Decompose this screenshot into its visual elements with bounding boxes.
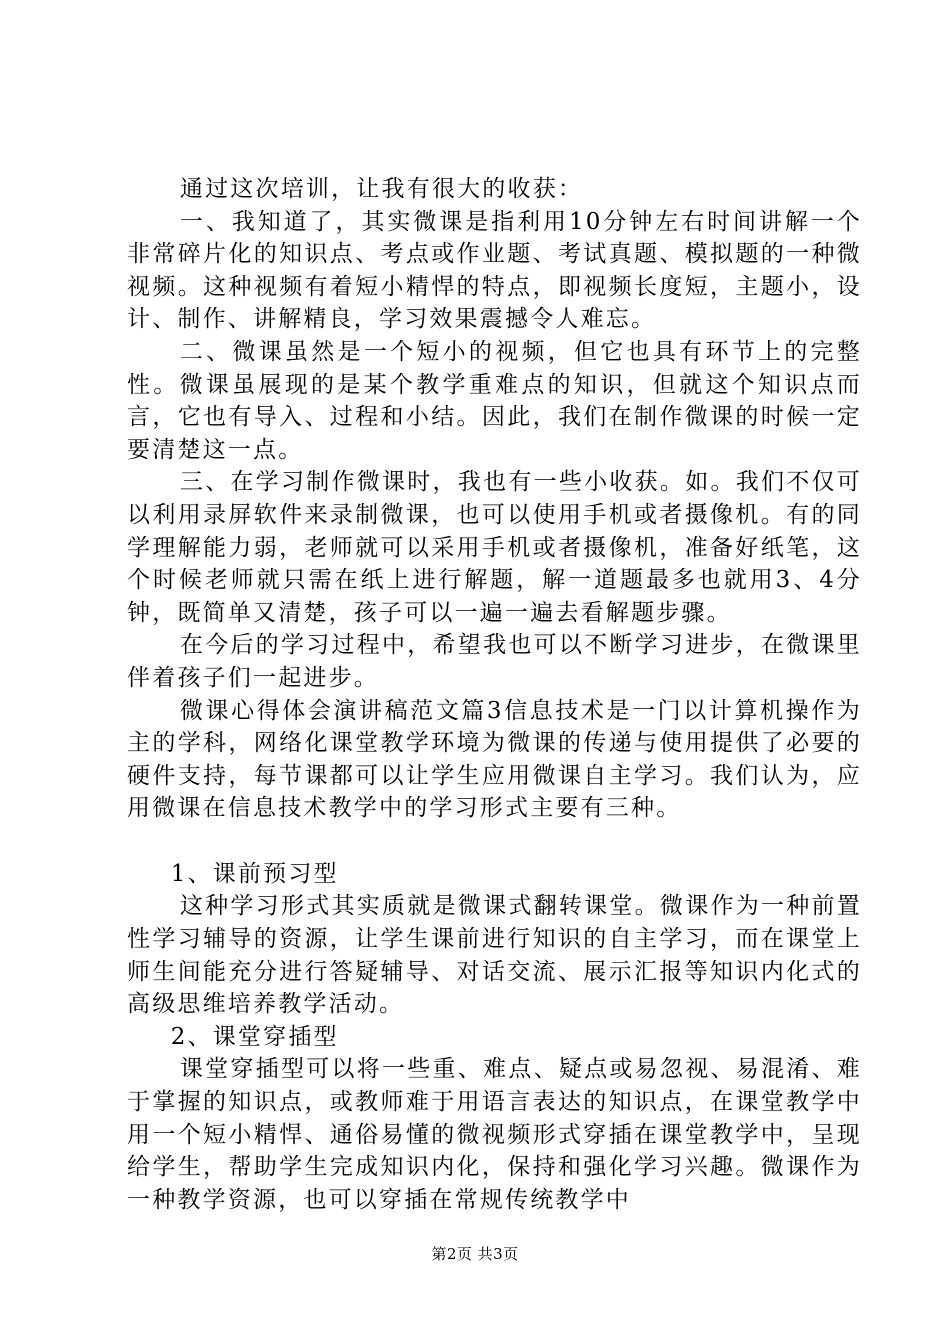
preview-paragraph: 这种学习形式其实质就是微课式翻转课堂。微课作为一种前置性学习辅导的资源，让学生课前进行知识的自主学习，而在课堂上师生间能充分进行答疑辅导、对话交流、展示汇报等知识内化式的高级思维培养教学活动。 <box>127 893 862 1018</box>
closing-paragraph: 在今后的学习过程中，希望我也可以不断学习进步，在微课里伴着孩子们一起进步。 <box>127 632 862 691</box>
document-body <box>127 173 862 1216</box>
article-three-paragraph: 微课心得体会演讲稿范文篇3信息技术是一门以计算机操作为主的学科，网络化课堂教学环境为微课的传递与使用提供了必要的硬件支持，每节课都可以让学生应用微课自主学习。我们认为，应用微课在信息技术教学中的学习形式主要有三种。 <box>127 697 862 822</box>
point-two-paragraph: 二、微课虽然是一个短小的视频，但它也具有环节上的完整性。微课虽展现的是某个教学重难点的知识，但就这个知识点而言，它也有导入、过程和小结。因此，我们在制作微课的时候一定要清楚这一点。 <box>127 338 862 463</box>
point-three-paragraph: 三、在学习制作微课时，我也有一些小收获。如。我们不仅可以利用录屏软件来录制微课，也可以使用手机或者摄像机。有的同学理解能力弱，老师就可以采用手机或者摄像机，准备好纸笔，这个时候老师就只需在纸上进行解题，解一道题最多也就用3、4分钟，既简单又清楚，孩子可以一遍一遍去看解题步骤。 <box>127 469 862 626</box>
intro-paragraph: 通过这次培训，让我有很大的收获： <box>179 176 584 202</box>
page-footer: 第2页 共3页 <box>431 1245 519 1263</box>
insert-paragraph: 课堂穿插型可以将一些重、难点、疑点或易忽视、易混淆、难于掌握的知识点，或教师难于用语言表达的知识点，在课堂教学中用一个短小精悍、通俗易懂的微视频形式穿插在课堂教学中，呈现给学生，帮助学生完成知识内化，保持和强化学习兴趣。微课作为一种教学资源，也可以穿插在常规传统教学中 <box>127 1056 862 1213</box>
section-heading-insert: 2、课堂穿插型 <box>170 1023 339 1050</box>
point-one-paragraph: 一、我知道了，其实微课是指利用10分钟左右时间讲解一个非常碎片化的知识点、考点或作业题、考试真题、模拟题的一种微视频。这种视频有着短小精悍的特点，即视频长度短，主题小，设计、制作、讲解精良，学习效果震撼令人难忘。 <box>127 208 862 333</box>
section-heading-preview: 1、课前预习型 <box>170 860 339 887</box>
